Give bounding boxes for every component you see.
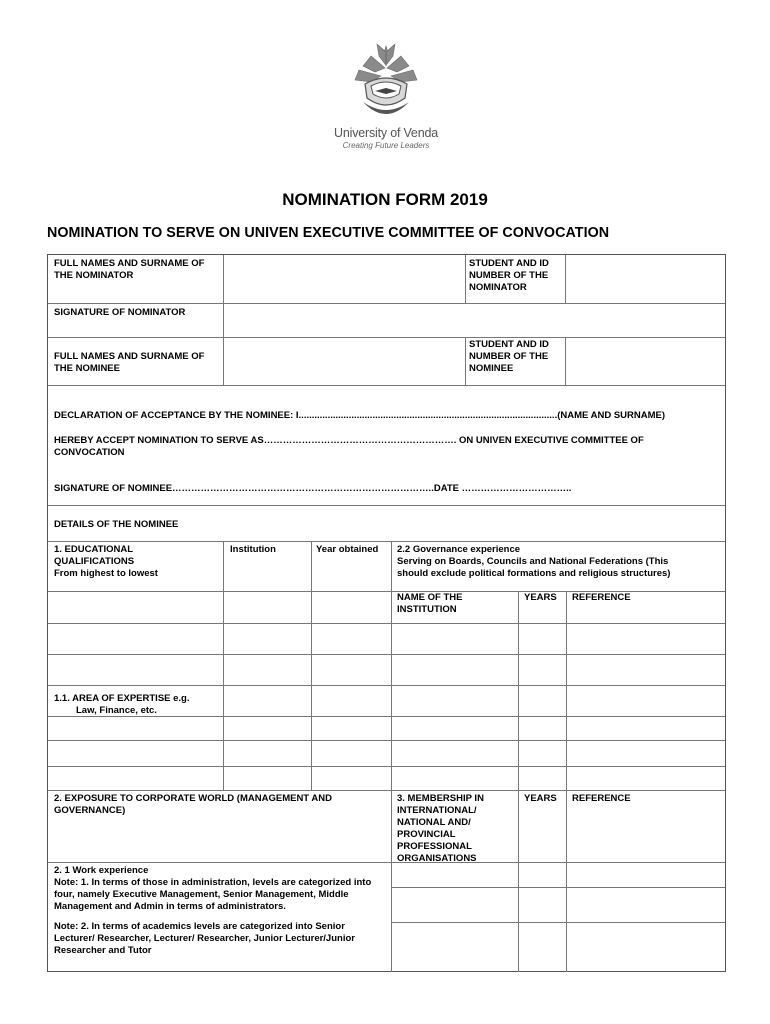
educational-qualifications-label: 1. EDUCATIONAL QUALIFICATIONS From highest to lowest bbox=[54, 544, 158, 579]
nominator-id-field[interactable] bbox=[567, 256, 724, 302]
membership-label: 3. MEMBERSHIP IN INTERNATIONAL/ NATIONAL AND/ PROVINCIAL PROFESSIONAL ORGANISATIONS bbox=[397, 793, 484, 864]
row-divider bbox=[48, 505, 725, 506]
governance-experience-header: 2.2 Governance experience Serving on Boards, Councils and National Federations (This should exclude political formations and religious structures) bbox=[397, 544, 671, 579]
col-divider bbox=[465, 255, 466, 303]
row-divider bbox=[48, 766, 725, 767]
col-divider bbox=[391, 541, 392, 972]
nominator-id-label: STUDENT AND ID NUMBER OF THE NOMINATOR bbox=[469, 258, 549, 293]
col-divider bbox=[311, 541, 312, 790]
nominator-signature-label: SIGNATURE OF NOMINATOR bbox=[54, 307, 186, 318]
accept-nomination-line-cont: CONVOCATION bbox=[54, 447, 125, 458]
col-divider bbox=[565, 337, 566, 385]
row-divider bbox=[48, 790, 725, 791]
row-divider bbox=[391, 922, 725, 923]
university-crest-icon bbox=[351, 42, 421, 124]
governance-institution-column-header: NAME OF THE INSTITUTION bbox=[397, 592, 463, 615]
col-divider bbox=[566, 790, 567, 972]
row-divider bbox=[48, 623, 725, 624]
logo-tagline: Creating Future Leaders bbox=[342, 141, 430, 150]
institution-column-header: Institution bbox=[230, 544, 276, 555]
governance-reference-column-header: REFERENCE bbox=[572, 592, 631, 603]
col-divider bbox=[223, 255, 224, 385]
nominee-names-field[interactable] bbox=[225, 339, 464, 384]
col-divider bbox=[566, 591, 567, 790]
membership-years-column-header: YEARS bbox=[524, 793, 557, 804]
col-divider bbox=[565, 255, 566, 303]
area-of-expertise-label: 1.1. AREA OF EXPERTISE e.g. Law, Finance, etc. bbox=[54, 693, 190, 716]
col-divider bbox=[518, 591, 519, 790]
col-divider bbox=[465, 337, 466, 385]
nominee-names-label: FULL NAMES AND SURNAME OF THE NOMINEE bbox=[54, 351, 205, 374]
corporate-exposure-heading: 2. EXPOSURE TO CORPORATE WORLD (MANAGEMENT AND GOVERNANCE) bbox=[54, 793, 332, 816]
membership-reference-column-header: REFERENCE bbox=[572, 793, 631, 804]
row-divider bbox=[48, 337, 725, 338]
row-divider bbox=[48, 541, 725, 542]
nominee-signature-line: SIGNATURE OF NOMINEE………………………………………………………………………..DATE …………………………….. bbox=[54, 483, 572, 494]
page-subtitle: NOMINATION TO SERVE ON UNIVEN EXECUTIVE COMMITTEE OF CONVOCATION bbox=[47, 225, 610, 241]
row-divider bbox=[48, 654, 725, 655]
work-experience-section: 2. 1 Work experience Note: 1. In terms of those in administration, levels are categorized into four, namely Executive Management, Senior Management, Middle Management and Admin in terms of administrators. Note: 2. In terms of academics levels are categorized into Senior Lecturer/ Researcher, Lecturer/ Researcher, Junior Lecturer/Junior Researcher and Tutor bbox=[54, 865, 372, 956]
col-divider bbox=[223, 541, 224, 790]
declaration-line: DECLARATION OF ACCEPTANCE BY THE NOMINEE: I..................................................................................................(NAME AND SURNAME) bbox=[54, 410, 666, 421]
nominator-signature-field[interactable] bbox=[225, 305, 724, 336]
nominator-names-field[interactable] bbox=[225, 256, 464, 302]
details-of-nominee-heading: DETAILS OF THE NOMINEE bbox=[54, 519, 179, 530]
year-obtained-column-header: Year obtained bbox=[316, 544, 379, 555]
col-divider bbox=[518, 790, 519, 972]
governance-years-column-header: YEARS bbox=[524, 592, 557, 603]
nominee-id-field[interactable] bbox=[567, 339, 724, 384]
university-logo bbox=[330, 42, 442, 162]
row-divider bbox=[48, 740, 725, 741]
row-divider bbox=[48, 685, 725, 686]
accept-nomination-line: HEREBY ACCEPT NOMINATION TO SERVE AS……………………………………………………. ON UNIVEN EXECUTIVE COMMITTEE OF bbox=[54, 435, 644, 446]
logo-university-name: University of Venda bbox=[334, 126, 438, 140]
row-divider bbox=[48, 303, 725, 304]
nomination-form-table bbox=[47, 254, 726, 972]
row-divider bbox=[48, 385, 725, 386]
row-divider bbox=[48, 862, 725, 863]
nominator-names-label: FULL NAMES AND SURNAME OF THE NOMINATOR bbox=[54, 258, 205, 281]
row-divider bbox=[391, 887, 725, 888]
page-title: NOMINATION FORM 2019 bbox=[282, 190, 488, 209]
nominee-id-label: STUDENT AND ID NUMBER OF THE NOMINEE bbox=[469, 339, 549, 374]
